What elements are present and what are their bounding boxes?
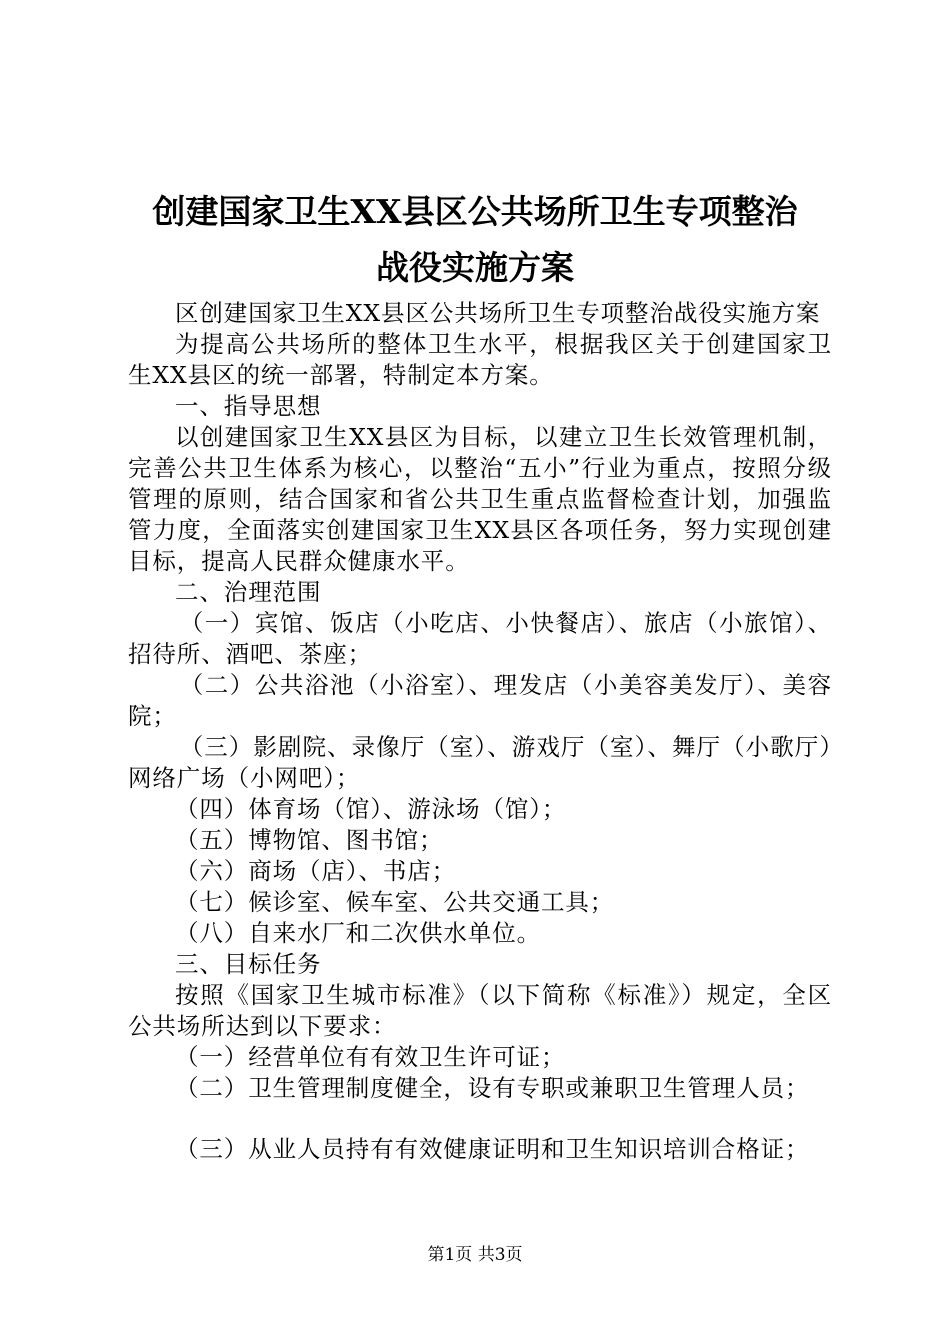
paragraph-document-name: 区创建国家卫生XX县区公共场所卫生专项整治战役实施方案 (175, 299, 821, 327)
section-heading-guiding-thought: 一、指导思想 (175, 392, 322, 420)
list-item-scope-6: （六）商场（店）、书店； (175, 857, 457, 885)
list-item-scope-8: （八）自来水厂和二次供水单位。 (175, 919, 541, 947)
list-item-target-2: （二）卫生管理制度健全，设有专职或兼职卫生管理人员； (175, 1074, 810, 1102)
list-item-target-3: （三）从业人员持有有效健康证明和卫生知识培训合格证； (175, 1135, 810, 1163)
paragraph-guiding-thought: 以创建国家卫生XX县区为目标，以建立卫生长效管理机制，完善公共卫生体系为核心，以整治“五小”行业为重点，按照分级管理的原则，结合国家和省公共卫生重点监督检查计划，加强监管力度，全面落实创建国家卫生XX县区各项任务，努力实现创建目标，提高人民群众健康水平。 (128, 423, 832, 575)
list-item-scope-4: （四）体育场（馆）、游泳场（馆）； (175, 795, 567, 823)
paragraph-purpose: 为提高公共场所的整体卫生水平，根据我区关于创建国家卫生XX县区的统一部署，特制定本方案。 (128, 330, 832, 389)
document-title-line-1: 创建国家卫生XX县区公共场所卫生专项整治 (152, 192, 798, 231)
document-body (128, 298, 832, 1165)
section-heading-scope: 二、治理范围 (175, 578, 322, 606)
list-item-scope-3: （三）影剧院、录像厅（室）、游戏厅（室）、舞厅（小歌厅）网络广场（小网吧）； (128, 733, 832, 792)
paragraph-targets-intro: 按照《国家卫生城市标准》（以下简称《标准》）规定，全区公共场所达到以下要求： (128, 981, 832, 1040)
list-item-scope-5: （五）博物馆、图书馆； (175, 826, 444, 854)
document-title-line-2: 战役实施方案 (376, 248, 574, 287)
list-item-scope-7: （七）候诊室、候车室、公共交通工具； (175, 888, 615, 916)
section-heading-targets: 三、目标任务 (175, 950, 322, 978)
list-item-scope-2: （二）公共浴池（小浴室）、理发店（小美容美发厅）、美容院； (128, 671, 832, 730)
list-item-target-1: （一）经营单位有有效卫生许可证； (175, 1043, 566, 1071)
page-number-footer: 第1页 共3页 (427, 1245, 523, 1265)
list-item-scope-1: （一）宾馆、饭店（小吃店、小快餐店）、旅店（小旅馆）、招待所、酒吧、茶座； (128, 609, 832, 668)
